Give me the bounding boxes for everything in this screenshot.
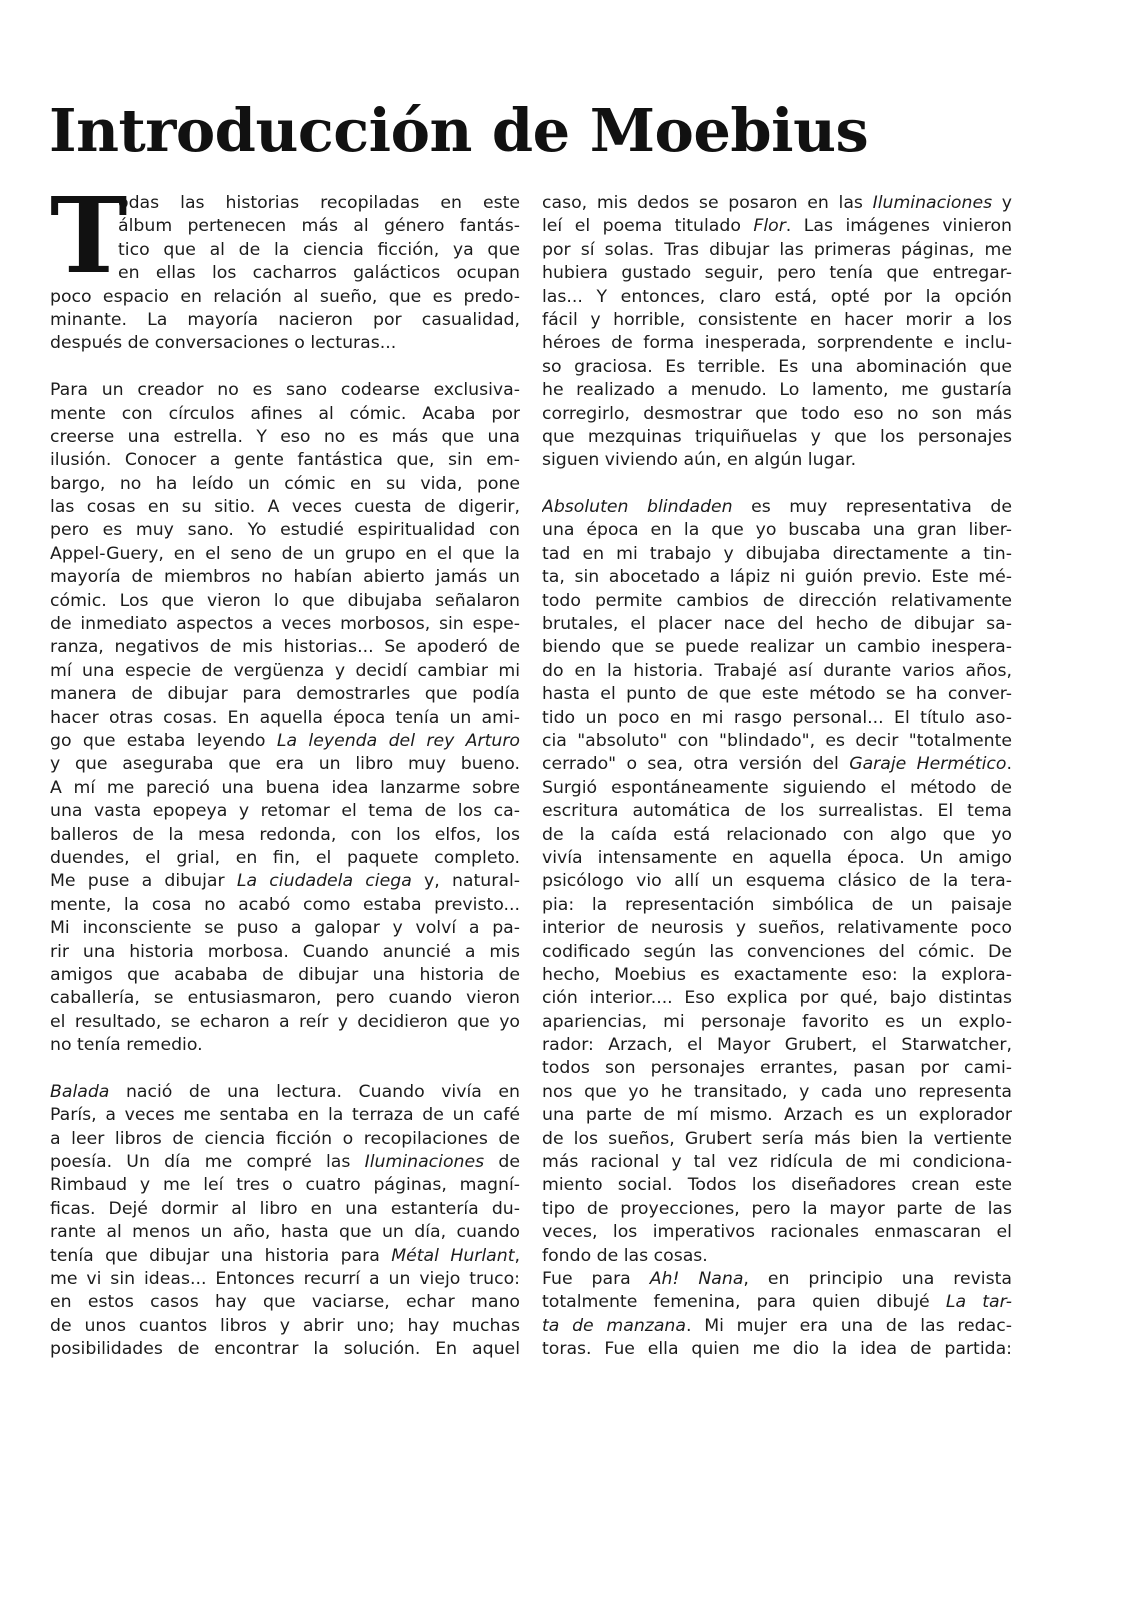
text-line: fondo de las cosas. xyxy=(542,1245,708,1266)
text-line: do en la historia. Trabajé así durante varios años, xyxy=(542,660,1012,681)
paragraph-gap xyxy=(542,473,1012,496)
text-line: rador: Arzach, el Mayor Grubert, el Starwatcher, xyxy=(542,1035,1012,1056)
text-line: hubiera gustado seguir, pero tenía que entregar- xyxy=(542,263,1012,284)
text-line: poco espacio en relación al sueño, que es predo- xyxy=(50,286,520,307)
text-line: tido un poco en mi rasgo personal... El título aso- xyxy=(542,707,1012,728)
text-line: cómic. Los que vieron lo que dibujaba señalaron xyxy=(50,590,520,611)
text-line: más racional y tal vez ridícula de mi condiciona- xyxy=(542,1152,1012,1173)
text-line: caballería, se entusiasmaron, pero cuando vieron xyxy=(50,988,520,1009)
text-line: nos que yo he transitado, y cada uno representa xyxy=(542,1081,1012,1102)
text-line: mente, la cosa no acabó como estaba previsto... xyxy=(50,894,520,915)
text-line: Para un creador no es sano codearse exclusiva- xyxy=(50,380,520,401)
text-line: manera de dibujar para demostrarles que podía xyxy=(50,684,520,705)
text-line: que mezquinas triquiñuelas y que los personajes xyxy=(542,426,1012,447)
text-line: caso, mis dedos se posaron en las Iluminaciones y xyxy=(542,193,1012,213)
drop-cap: T xyxy=(50,174,128,297)
text-line: ranza, negativos de mis historias... Se apoderó de xyxy=(50,637,520,658)
text-line: cerrado" o sea, otra versión del Garaje Hermético. xyxy=(542,754,1012,775)
text-line: miento social. Todos los diseñadores crean este xyxy=(542,1175,1012,1196)
text-line: en ellas los cacharros galácticos ocupan xyxy=(118,263,520,284)
text-line: cia "absoluto" con "blindado", es decir "totalmente xyxy=(542,730,1012,751)
text-line: pero es muy sano. Yo estudié espiritualidad con xyxy=(50,520,520,541)
text-line: leí el poema titulado Flor. Las imágenes vinieron xyxy=(542,216,1012,237)
text-column-right xyxy=(542,192,1012,1362)
text-line: tico que al de la ciencia ficción, ya que xyxy=(118,239,520,260)
text-line: rir una historia morbosa. Cuando anuncié a mis xyxy=(50,941,520,962)
text-line: Me puse a dibujar La ciudadela ciega y, natural- xyxy=(50,871,520,892)
text-line: París, a veces me sentaba en la terraza de un café xyxy=(50,1105,520,1126)
paragraph-gap xyxy=(50,356,520,379)
text-line: poesía. Un día me compré las Iluminaciones de xyxy=(50,1152,520,1173)
text-line: una vasta epopeya y retomar el tema de los ca- xyxy=(50,801,520,822)
text-line: las... Y entonces, claro está, opté por la opción xyxy=(542,286,1012,307)
text-line: ta de manzana. Mi mujer era una de las redac- xyxy=(542,1315,1012,1336)
text-line: A mí me pareció una buena idea lanzarme sobre xyxy=(50,777,520,798)
text-line: biendo que se puede realizar un cambio inespera- xyxy=(542,637,1012,658)
text-line: apariencias, mi personaje favorito es un explo- xyxy=(542,1011,1012,1032)
text-line: escritura automática de los surrealistas. El tema xyxy=(542,801,1012,822)
text-line: no tenía remedio. xyxy=(50,1035,203,1056)
text-line: codificado según las convenciones del cómic. De xyxy=(542,941,1012,962)
text-line: después de conversaciones o lecturas... xyxy=(50,333,397,354)
text-line: las cosas en su sitio. A veces cuesta de digerir, xyxy=(50,497,520,518)
text-line: Balada nació de una lectura. Cuando vivía en xyxy=(50,1081,520,1102)
text-line: me vi sin ideas... Entonces recurrí a un viejo truco: xyxy=(50,1268,520,1289)
text-line: siguen viviendo aún, en algún lugar. xyxy=(542,450,857,471)
text-line: Mi inconsciente se puso a galopar y volví a pa- xyxy=(50,918,520,939)
text-line: so graciosa. Es terrible. Es una abominación que xyxy=(542,356,1012,377)
text-line: Rimbaud y me leí tres o cuatro páginas, magní- xyxy=(50,1175,520,1196)
text-line: mayoría de miembros no habían abierto jamás un xyxy=(50,567,520,588)
text-line: hasta el punto de que este método se ha conver- xyxy=(542,684,1012,705)
text-line: hacer otras cosas. En aquella época tenía un ami- xyxy=(50,707,520,728)
text-line: brutales, el placer nace del hecho de dibujar sa- xyxy=(542,614,1012,635)
text-line: el resultado, se echaron a reír y decidieron que yo xyxy=(50,1011,520,1032)
text-line: amigos que acababa de dibujar una historia de xyxy=(50,964,520,985)
text-line: todos son personajes errantes, pasan por cami- xyxy=(542,1058,1012,1079)
text-line: Surgió espontáneamente siguiendo el método de xyxy=(542,777,1012,798)
text-line: Fue para Ah! Nana, en principio una revista xyxy=(542,1268,1012,1289)
text-line: duendes, el grial, en fin, el paquete completo. xyxy=(50,847,520,868)
text-line: ilusión. Conocer a gente fantástica que, sin em- xyxy=(50,450,520,471)
text-line: por sí solas. Tras dibujar las primeras páginas, me xyxy=(542,239,1012,260)
text-line: todo permite cambios de dirección relativamente xyxy=(542,590,1012,611)
text-line: rante al menos un año, hasta que un día, cuando xyxy=(50,1222,520,1243)
text-line: corregirlo, desmostrar que todo eso no son más xyxy=(542,403,1012,424)
text-line: una parte de mí mismo. Arzach es un explorador xyxy=(542,1105,1012,1126)
text-line: de inmediato aspectos a veces morbosos, sin espe- xyxy=(50,614,520,635)
text-line: minante. La mayoría nacieron por casualidad, xyxy=(50,309,520,330)
text-line: tenía que dibujar una historia para Métal Hurlant, xyxy=(50,1245,520,1266)
text-line: go que estaba leyendo La leyenda del rey Arturo xyxy=(50,730,520,751)
text-column-left xyxy=(50,174,520,1362)
text-line: mente con círculos afines al cómic. Acaba por xyxy=(50,403,520,424)
text-line: héroes de forma inesperada, sorprendente e inclu- xyxy=(542,333,1012,354)
text-line: he realizado a menudo. Lo lamento, me gustaría xyxy=(542,380,1012,401)
text-line: y que aseguraba que era un libro muy bueno. xyxy=(50,754,520,775)
text-line: bargo, no ha leído un cómic en su vida, pone xyxy=(50,473,520,494)
text-line: en estos casos hay que vaciarse, echar mano xyxy=(50,1292,520,1313)
text-line: una época en la que yo buscaba una gran liber- xyxy=(542,520,1012,541)
text-line: de los sueños, Grubert sería más bien la vertiente xyxy=(542,1128,1012,1149)
text-line: balleros de la mesa redonda, con los elfos, los xyxy=(50,824,520,845)
text-line: psicólogo vio allí un esquema clásico de la tera- xyxy=(542,871,1012,892)
text-line: odas las historias recopiladas en este xyxy=(118,193,520,213)
text-line: Appel-Guery, en el seno de un grupo en el que la xyxy=(50,543,520,564)
text-line: mí una especie de vergüenza y decidí cambiar mi xyxy=(50,660,520,681)
text-line: pia: la representación simbólica de un paisaje xyxy=(542,894,1012,915)
text-line: toras. Fue ella quien me dio la idea de partida: xyxy=(542,1339,1012,1360)
text-line: posibilidades de encontrar la solución. En aquel xyxy=(50,1339,520,1360)
text-line: ción interior.... Eso explica por qué, bajo distintas xyxy=(542,988,1012,1009)
text-line: de unos cuantos libros y abrir uno; hay muchas xyxy=(50,1315,520,1336)
paragraph-gap xyxy=(50,1057,520,1080)
text-line: vivía intensamente en aquella época. Un amigo xyxy=(542,847,1012,868)
page-title: Introducción de Moebius xyxy=(49,96,869,165)
text-line: totalmente femenina, para quien dibujé La tar- xyxy=(542,1292,1012,1313)
text-line: creerse una estrella. Y eso no es más que una xyxy=(50,426,520,447)
text-line: ficas. Dejé dormir al libro en una estantería du- xyxy=(50,1198,520,1219)
text-line: tipo de proyecciones, pero la mayor parte de las xyxy=(542,1198,1012,1219)
text-line: interior de neurosis y sueños, relativamente poco xyxy=(542,918,1012,939)
text-line: a leer libros de ciencia ficción o recopilaciones de xyxy=(50,1128,520,1149)
text-line: ta, sin abocetado a lápiz ni guión previo. Este mé- xyxy=(542,567,1012,588)
text-line: tad en mi trabajo y dibujaba directamente a tin- xyxy=(542,543,1012,564)
text-line: álbum pertenecen más al género fantás- xyxy=(118,216,520,237)
text-line: hecho, Moebius es exactamente eso: la explora- xyxy=(542,964,1012,985)
text-line: Absoluten blindaden es muy representativa de xyxy=(542,497,1012,518)
text-line: de la caída está relacionado con algo que yo xyxy=(542,824,1012,845)
text-line: fácil y horrible, consistente en hacer morir a los xyxy=(542,309,1012,330)
text-line: veces, los imperativos racionales enmascaran el xyxy=(542,1222,1012,1243)
